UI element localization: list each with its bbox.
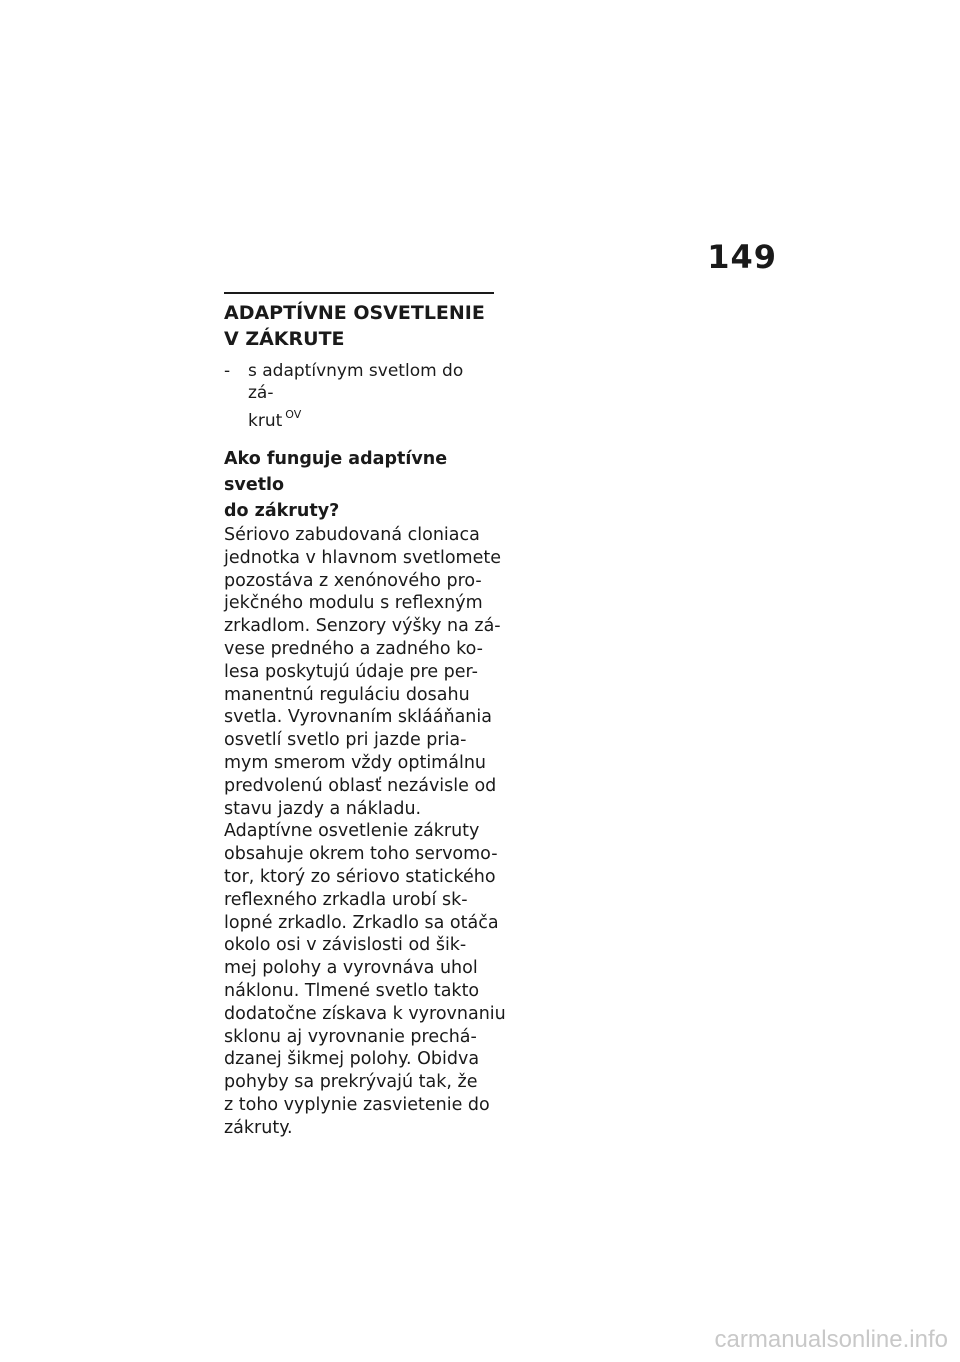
paragraph-line: Sériovo zabudovaná cloniaca: [224, 525, 480, 545]
paragraph-line: dzanej šikmej polohy. Obidva: [224, 1049, 480, 1070]
paragraph-line: obsahuje okrem toho servomo-: [224, 844, 498, 865]
section-title: [224, 300, 494, 352]
section-title-line: ADAPTÍVNE OSVETLENIE: [224, 302, 485, 324]
dash-marker: -: [224, 361, 231, 381]
paragraph-line: náklonu. Tlmené svetlo takto: [224, 980, 480, 1001]
option-code: OV: [285, 408, 302, 421]
paragraph-line: sklonu aj vyrovnanie prechá-: [224, 1026, 477, 1047]
paragraph-line: zrkadlom. Senzory výšky na zá-: [224, 616, 501, 637]
content-column: [224, 292, 506, 1140]
sub-heading: [224, 446, 494, 524]
paragraph-line: stavu jazdy a nákladu.: [224, 798, 422, 819]
variant-line: krut: [248, 411, 283, 431]
watermark: carmanualsonline.info: [714, 1326, 948, 1353]
paragraph-line: mej polohy a vyrovnáva uhol: [224, 958, 478, 979]
paragraph-line: zákruty.: [224, 1117, 293, 1138]
paragraph-line: manentnú reguláciu dosahu: [224, 684, 470, 705]
paragraph-line: pozostáva z xenónového pro-: [224, 570, 482, 591]
paragraph-line: okolo osi v závislosti od šik-: [224, 935, 467, 956]
paragraph-line: Adaptívne osvetlenie zákruty: [224, 821, 480, 842]
paragraph-1: [224, 524, 501, 820]
sub-heading-line: do zákruty?: [224, 501, 340, 521]
paragraph-line: z toho vyplynie zasvietenie do: [224, 1094, 490, 1115]
paragraph-line: svetla. Vyrovnaním sklááňania: [224, 707, 492, 728]
section-title-line: V ZÁKRUTE: [224, 328, 345, 350]
paragraph-line: jekčného modulu s reflexným: [224, 593, 483, 614]
paragraph-line: lopné zrkadlo. Zrkadlo sa otáča: [224, 912, 499, 933]
paragraph-line: jednotka v hlavnom svetlomete: [224, 547, 501, 568]
equipment-variant: [224, 360, 494, 432]
paragraph-line: reflexného zrkadla urobí sk-: [224, 889, 468, 910]
page-number: 149: [707, 238, 777, 276]
paragraph-line: mym smerom vždy optimálnu: [224, 752, 486, 773]
paragraph-line: lesa poskytujú údaje pre per-: [224, 661, 478, 682]
paragraph-2: [224, 820, 506, 1139]
paragraph-line: pohyby sa prekrývajú tak, že: [224, 1072, 478, 1093]
paragraph-line: osvetlí svetlo pri jazde pria-: [224, 730, 467, 751]
section-rule: [224, 292, 494, 294]
paragraph-line: dodatočne získava k vyrovnaniu: [224, 1003, 506, 1024]
paragraph-line: predvolenú oblasť nezávisle od: [224, 775, 497, 796]
variant-line: s adaptívnym svetlom do zá-: [248, 361, 464, 403]
paragraph-line: vese predného a zadného ko-: [224, 638, 483, 659]
sub-heading-line: Ako funguje adaptívne svetlo: [224, 449, 448, 495]
paragraph-line: tor, ktorý zo sériovo statického: [224, 866, 496, 887]
